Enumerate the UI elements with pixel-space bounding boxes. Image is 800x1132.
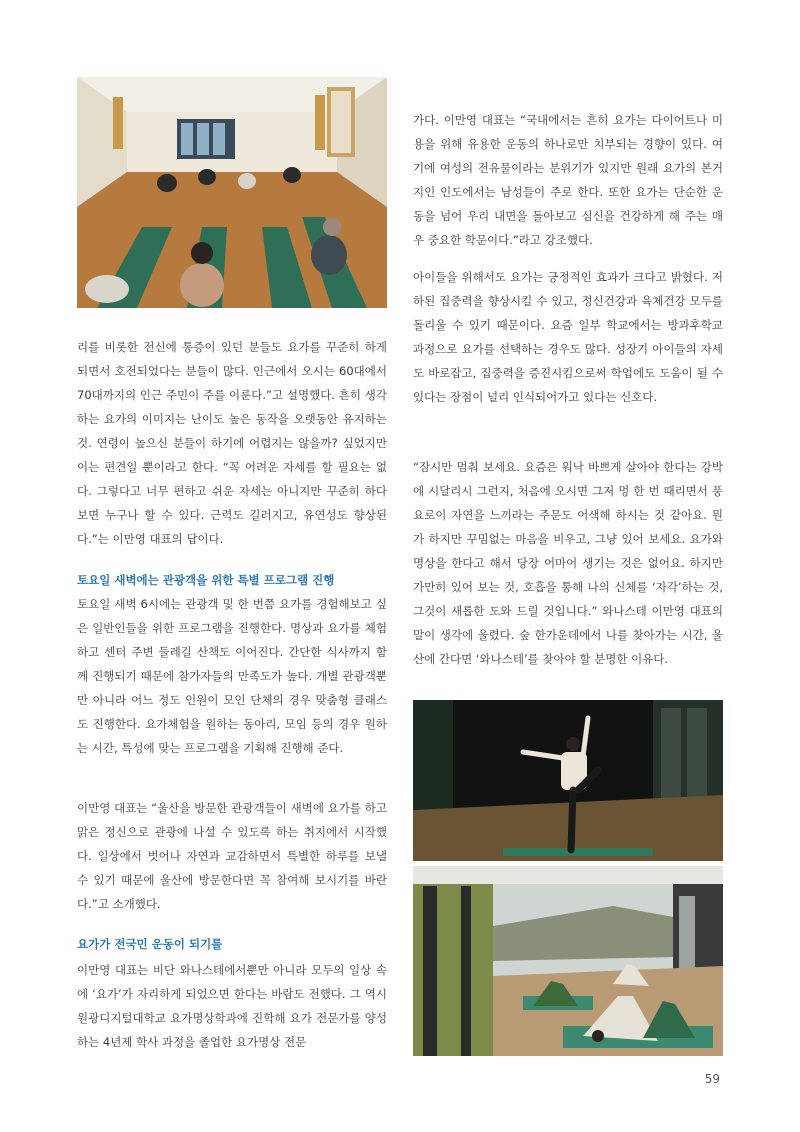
- left-paragraph-1: 리를 비롯한 전신에 통증이 있던 분들도 요가를 꾸준히 하게 되면서 호전되었다는 분들이 많다. 인근에서 오시는 60대에서 70대까지의 인근 주민이 주를 이룬다.”고 설명했다. 흔히 생각하는 요가의 이미지는 난이도 높은 동작을 오랫동안 유지하는 것. 연령이 높으신 분들이 하기에 어렵지는 않을까? 싶었지만 이는 편견일 뿐이라고 한다. “꼭 어려운 자세를 할 필요는 없다. 그렇다고 너무 편하고 쉬운 자세는 아니지만 꾸준히 하다보면 누구나 할 수 있다. 근력도 길러지고, 유연성도 향상된다.”는 이만영 대표의 답이다.: [77, 340, 387, 546]
- terrace-yoga-photo: [413, 866, 723, 1056]
- page-number: 59: [704, 1072, 720, 1086]
- night-yoga-photo: [413, 700, 723, 861]
- left-paragraph-2: 토요일 새벽 6시에는 관광객 및 한 번쯤 요가를 경험해보고 싶은 일반인들을 위한 프로그램을 진행한다. 명상과 요가를 체험하고 센터 주변 둘레길 산책도 이어진다. 간단한 식사까지 함께 진행되기 때문에 참가자들의 만족도가 높다. 개별 관광객뿐만 아니라 어느 정도 인원이 모인 단체의 경우 맞춤형 클래스도 진행한다. 요가체험을 원하는 동아리, 모임 등의 경우 원하는 시간, 특성에 맞는 프로그램을 기획해 진행해 준다.: [77, 597, 387, 755]
- subheading-national-exercise: 요가가 전국민 운동이 되기를: [77, 937, 223, 951]
- left-paragraph-3: 이만영 대표는 “울산을 방문한 관광객들이 새벽에 요가를 하고 맑은 정신으로 관광에 나설 수 있도록 하는 취지에서 시작했다. 일상에서 벗어나 자연과 교감하면서 특별한 하루를 보낼 수 있기 때문에 울산에 방문한다면 꼭 참여해 보시기를 바란다.”고 소개했다.: [77, 801, 387, 911]
- right-paragraph-3: “잠시만 멈춰 보세요. 요즘은 워낙 바쁘게 살아야 한다는 강박에 시달리시 그런지, 처음에 오시면 그저 멍 한 번 때리면서 풍요로이 자연을 느끼라는 주문도 어색해 하시는 것 같아요. 뭔가 하지만 꾸밈없는 마음을 비우고, 그냥 있어 보세요. 요가와 명상을 한다고 해서 당장 어마어 생기는 것은 없어요. 하지만 가만히 있어 보는 것, 호흡을 통해 나의 신체를 ‘자각’하는 것, 그것이 새롭한 도와 드릴 것입니다.” 와나스테 이만영 대표의 말이 생각에 울렸다. 숲 한가운데에서 나를 찾아가는 시간, 울산에 간다면 ‘와나스테’를 찾아야 할 분명한 이유다.: [413, 460, 723, 666]
- subheading-saturday-program: 토요일 새벽에는 관광객을 위한 특별 프로그램 진행: [77, 573, 335, 587]
- right-paragraph-1: 가다. 이만영 대표는 “국내에서는 흔히 요가는 다이어트나 미용을 위해 유용한 운동의 하나로만 치부되는 경향이 있다. 여기에 여성의 전유물이라는 분위기가 있지만 원래 요가의 본거지인 인도에서는 남성들이 주로 한다. 또한 요가는 단순한 운동을 넘어 우리 내면을 돌아보고 심신을 건강하게 해 주는 매우 중요한 학문이다.”라고 강조했다.: [413, 113, 723, 247]
- yoga-hall-illustration: [77, 77, 387, 308]
- yoga-hall-photo: [77, 77, 387, 308]
- night-yoga-illustration: [413, 700, 723, 861]
- right-paragraph-2: 아이들을 위해서도 요가는 긍정적인 효과가 크다고 밝혔다. 저하된 집중력을 향상시킬 수 있고, 정신건강과 육체건강 모두를 돌리울 수 있기 때문이다. 요즘 일부 학교에서는 방과후학교 과정으로 요가를 선택하는 경우도 많다. 성장기 아이들의 자세도 바로잡고, 집중력을 증진시킴으로써 학업에도 도움이 될 수 있다는 장점이 널리 인식되어가고 있다는 신호다.: [413, 270, 723, 404]
- terrace-yoga-illustration: [413, 866, 723, 1056]
- left-paragraph-4: 이만영 대표는 비단 와나스테에서뿐만 아니라 모두의 일상 속에 ‘요가’가 자리하게 되었으면 한다는 바람도 전했다. 그 역시 원광디지털대학교 요가명상학과에 진학해 요가 전문가를 양성하는 4년제 학사 과정을 졸업한 요가명상 전문: [77, 963, 387, 1049]
